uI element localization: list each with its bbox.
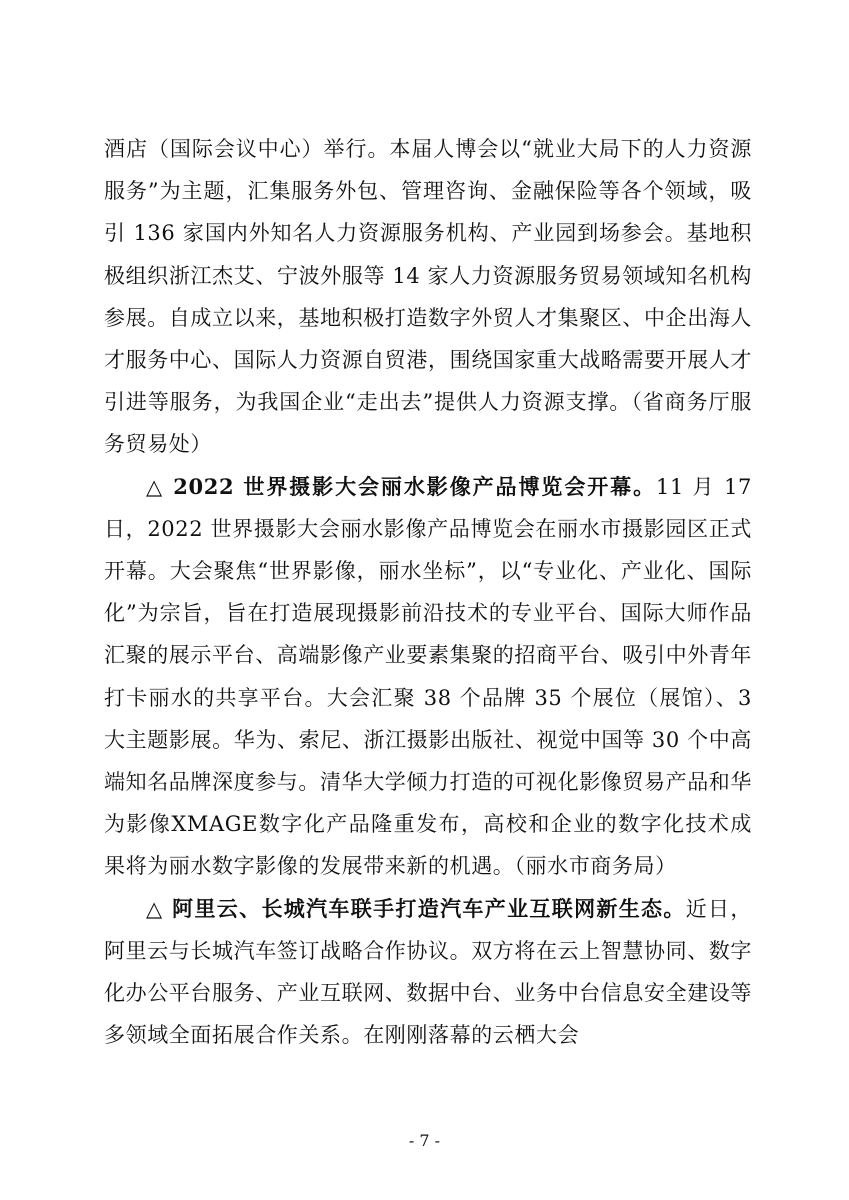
page-number: - 7 -	[408, 1131, 441, 1150]
paragraph-2-heading: △ 2022 世界摄影大会丽水影像产品博览会开幕。	[146, 473, 657, 499]
paragraph-1-text: 酒店（国际会议中心）举行。本届人博会以“就业大局下的人力资源服务”为主题，汇集服务外包、管理咨询、金融保险等各个领域，吸引 136 家国内外知名人力资源服务机构、产业园到场参会。基地积极组织浙江杰艾、宁波外服等 14 家人力资源服务贸易领域知名机构参展。自成立以来，基地积极打造数字外贸人才集聚区、中企出海人才服务中心、国际人力资源自贸港，围绕国家重大战略需要开展人才引进等服务，为我国企业“走出去”提供人力资源支撑。（省商务厅服务贸易处）	[104, 137, 752, 457]
paragraph-2	[104, 466, 752, 888]
paragraph-3-heading: △ 阿里云、长城汽车联手打造汽车产业互联网新生态。	[146, 895, 686, 921]
document-body	[104, 128, 752, 1056]
paragraph-3	[104, 888, 752, 1057]
paragraph-3-text: 近日，阿里云与长城汽车签订战略合作协议。双方将在云上智慧协同、数字化办公平台服务、产业互联网、数据中台、业务中台信息安全建设等多领域全面拓展合作关系。在刚刚落幕的云栖大会	[104, 896, 752, 1048]
paragraph-1	[104, 128, 752, 466]
paragraph-2-text: 11 月 17 日，2022 世界摄影大会丽水影像产品博览会在丽水市摄影园区正式开幕。大会聚焦“世界影像，丽水坐标”，以“专业化、产业化、国际化”为宗旨，旨在打造展现摄影前沿技术的专业平台、国际大师作品汇聚的展示平台、高端影像产业要素集聚的招商平台、吸引中外青年打卡丽水的共享平台。大会汇聚 38 个品牌 35 个展位（展馆）、3 大主题影展。华为、索尼、浙江摄影出版社、视觉中国等 30 个中高端知名品牌深度参与。清华大学倾力打造的可视化影像贸易产品和华为影像XMAGE数字化产品隆重发布，高校和企业的数字化技术成果将为丽水数字影像的发展带来新的机遇。（丽水市商务局）	[104, 474, 752, 879]
